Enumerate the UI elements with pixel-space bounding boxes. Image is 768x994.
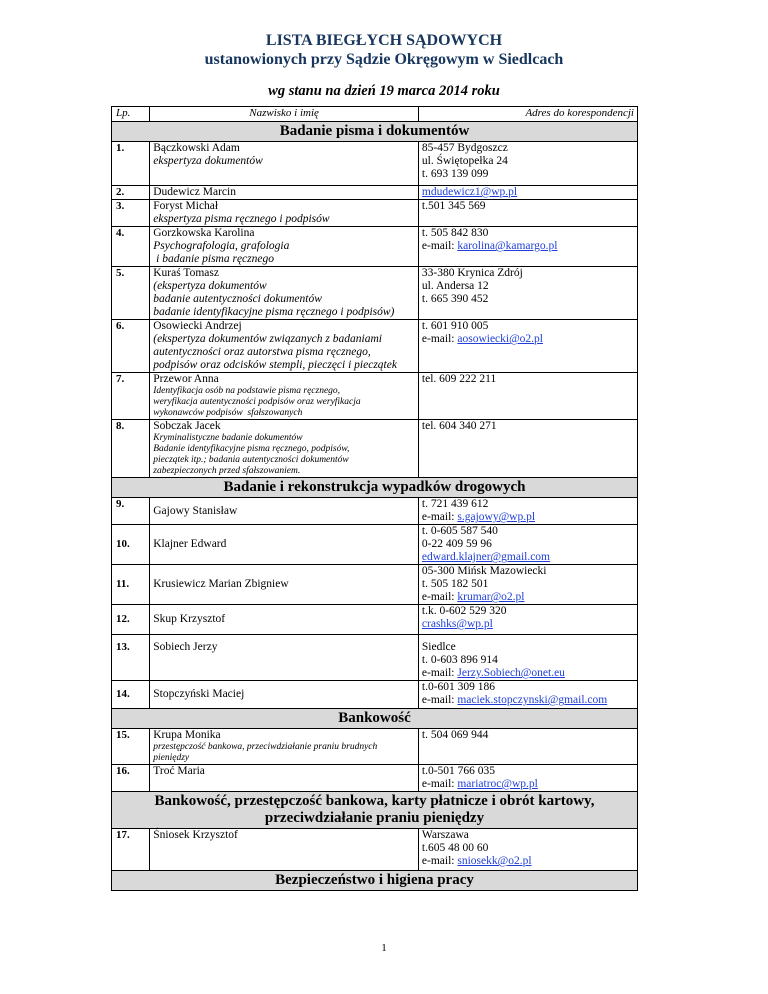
phone: tel. 604 340 271 — [421, 420, 497, 432]
expert-name: Krusiewicz Marian Zbigniew — [153, 578, 289, 590]
phone: t. 505 182 501 — [421, 578, 489, 590]
section-title: Bezpieczeństwo i higiena pracy — [112, 871, 638, 891]
expert-name: Troć Maria — [153, 765, 205, 777]
email-link[interactable]: s.gajowy@wp.pl — [457, 511, 536, 523]
expert-name: Sobczak Jacek — [153, 420, 221, 432]
table-row — [112, 227, 638, 267]
email-link[interactable]: krumar@o2.pl — [457, 591, 525, 603]
expert-specialty: badanie autentyczności dokumentów — [153, 293, 322, 305]
table-row — [112, 829, 638, 871]
expert-specialty: zabezpieczonych przed sfałszowaniem. — [153, 466, 301, 476]
expert-name: Sobiech Jerzy — [153, 641, 218, 653]
expert-specialty: Badanie identyfikacyjne pisma ręcznego, podpisów, — [153, 444, 350, 454]
section-title: przeciwdziałanie praniu pieniędzy — [264, 810, 485, 826]
date-line: wg stanu na dzień 19 marca 2014 roku — [268, 83, 500, 99]
expert-specialty: przestępczość bankowa, przeciwdziałanie praniu brudnych — [153, 742, 378, 752]
phone: t.605 48 00 60 — [421, 842, 489, 854]
email-link[interactable]: mariatroc@wp.pl — [457, 778, 538, 790]
expert-name: Stopczyński Maciej — [153, 688, 245, 700]
expert-name: Gajowy Stanisław — [153, 504, 238, 517]
expert-name: Osowiecki Andrzej — [153, 320, 242, 332]
email-label: e-mail: — [421, 778, 458, 790]
expert-specialty: (ekspertyza dokumentów związanych z badaniami — [153, 333, 382, 345]
phone: t. 504 069 944 — [421, 729, 489, 741]
expert-name: Bączkowski Adam — [153, 142, 240, 154]
email-link[interactable]: Jerzy.Sobiech@onet.eu — [457, 667, 565, 679]
expert-specialty: weryfikacja autentyczności podpisów oraz weryfikacja — [153, 397, 361, 407]
email-link[interactable]: crashks@wp.pl — [421, 618, 493, 630]
experts-table — [111, 106, 638, 891]
expert-specialty: Kryminalistyczne badanie dokumentów — [153, 433, 303, 443]
phone: t.0-501 766 035 — [421, 765, 496, 777]
row-number: 5. — [112, 267, 150, 320]
expert-specialty: badanie identyfikacyjne pisma ręcznego i podpisów) — [153, 306, 395, 318]
row-number: 10. — [112, 525, 150, 565]
section-header — [112, 709, 638, 729]
expert-name: Skup Krzysztof — [153, 613, 226, 625]
address-line: ul. Andersa 12 — [421, 280, 489, 292]
section-title: Bankowość — [112, 709, 638, 729]
table-row — [112, 681, 638, 709]
expert-specialty: ekspertyza pisma ręcznego i podpisów — [153, 213, 330, 225]
phone: 0-22 409 59 96 — [421, 538, 492, 550]
document-subtitle: ustanowionych przy Sądzie Okręgowym w Siedlcach — [204, 51, 564, 68]
table-row — [112, 525, 638, 565]
expert-specialty: Psychografologia, grafologia — [153, 240, 290, 252]
section-header — [112, 792, 638, 829]
phone: t. 0-605 587 540 — [421, 525, 498, 537]
row-number: 17. — [112, 829, 150, 871]
expert-specialty: (ekspertyza dokumentów — [153, 280, 267, 292]
row-number: 4. — [112, 227, 150, 267]
table-row — [112, 635, 638, 681]
row-number: 8. — [112, 420, 150, 478]
table-row — [112, 186, 638, 200]
row-number: 11. — [112, 565, 150, 605]
phone: t. 721 439 612 — [421, 498, 489, 510]
section-title: Badanie pisma i dokumentów — [112, 122, 638, 142]
expert-name: Klajner Edward — [153, 538, 227, 550]
phone: t. 601 910 005 — [421, 320, 489, 332]
expert-specialty: podpisów oraz odcisków stempli, pieczęci i pieczątek — [153, 359, 397, 371]
expert-specialty: pieczątek itp.; badania autentyczności dokumentów — [153, 455, 349, 465]
row-number: 9. — [112, 498, 150, 525]
phone: tel. 609 222 211 — [421, 373, 497, 385]
table-row — [112, 373, 638, 420]
email-label: e-mail: — [421, 333, 458, 345]
email-link[interactable]: aosowiecki@o2.pl — [457, 333, 544, 345]
table-row — [112, 565, 638, 605]
table-row — [112, 765, 638, 792]
expert-specialty: pieniędzy — [153, 753, 190, 763]
table-row — [112, 605, 638, 635]
col-address-header: Adres do korespondencji — [418, 107, 637, 122]
phone: t. 693 139 099 — [421, 168, 489, 180]
phone: t. 505 842 830 — [421, 227, 489, 239]
table-row — [112, 498, 638, 525]
expert-name: Przewor Anna — [153, 373, 219, 385]
table-header-row — [112, 107, 638, 122]
row-number: 1. — [112, 142, 150, 186]
email-link[interactable]: karolina@kamargo.pl — [457, 240, 558, 252]
section-title: Bankowość, przestępczość bankowa, karty płatnicze i obrót kartowy, — [154, 793, 595, 809]
row-number: 12. — [112, 605, 150, 635]
expert-name: Gorzkowska Karolina — [153, 227, 255, 239]
expert-name: Śniosek Krzysztof — [153, 829, 238, 841]
email-label: e-mail: — [421, 511, 458, 523]
row-number: 15. — [112, 729, 150, 765]
expert-specialty: Identyfikacja osób na podstawie pisma ręcznego, — [153, 386, 341, 396]
phone: t.0-601 309 186 — [421, 681, 496, 693]
address-line: 33-380 Krynica Zdrój — [421, 267, 523, 279]
row-number: 7. — [112, 373, 150, 420]
email-label: e-mail: — [421, 240, 458, 252]
col-name-header: Nazwisko i imię — [150, 107, 419, 122]
expert-specialty: ekspertyza dokumentów — [153, 155, 263, 167]
row-number: 6. — [112, 320, 150, 373]
email-label: e-mail: — [421, 855, 458, 867]
row-number: 16. — [112, 765, 150, 792]
document-title: LISTA BIEGŁYCH SĄDOWYCH — [265, 32, 503, 49]
table-row — [112, 142, 638, 186]
table-row — [112, 267, 638, 320]
phone: t.501 345 569 — [421, 200, 486, 212]
phone: t.k. 0-602 529 320 — [421, 605, 507, 617]
row-number: 3. — [112, 200, 150, 227]
address-line: ul. Świętopełka 24 — [421, 155, 508, 167]
phone: t. 0-603 896 914 — [421, 654, 498, 666]
section-header — [112, 871, 638, 891]
email-link[interactable]: mdudewicz1@wp.pl — [421, 186, 518, 198]
expert-name: Dudewicz Marcin — [153, 186, 236, 198]
expert-name: Kuraś Tomasz — [153, 267, 219, 279]
expert-name: Krupa Monika — [153, 729, 221, 741]
email-label: e-mail: — [421, 667, 458, 679]
row-number: 2. — [112, 186, 150, 200]
email-link[interactable]: sniosekk@o2.pl — [457, 855, 532, 867]
address-line: 05-300 Mińsk Mazowiecki — [421, 565, 547, 577]
row-number: 14. — [112, 681, 150, 709]
address-line: 85-457 Bydgoszcz — [421, 142, 508, 154]
email-link[interactable]: maciek.stopczynski@gmail.com — [457, 694, 608, 706]
table-row — [112, 320, 638, 373]
address-line: Warszawa — [421, 829, 469, 841]
expert-specialty: autentyczności oraz autorstwa pisma ręcznego, — [153, 346, 371, 358]
section-header — [112, 478, 638, 498]
table-row — [112, 729, 638, 765]
email-label: e-mail: — [421, 694, 458, 706]
table-row — [112, 200, 638, 227]
row-number: 13. — [112, 635, 150, 681]
table-row — [112, 420, 638, 478]
email-label: e-mail: — [421, 591, 458, 603]
expert-specialty: i badanie pisma ręcznego — [153, 253, 274, 265]
section-header — [112, 122, 638, 142]
section-title: Badanie i rekonstrukcja wypadków drogowych — [112, 478, 638, 498]
col-lp-header: Lp. — [112, 107, 150, 122]
expert-specialty: wykonawców podpisów sfałszowanych — [153, 408, 303, 418]
page-number: 1 — [381, 942, 387, 954]
expert-name: Foryst Michał — [153, 200, 219, 212]
address-line: Siedlce — [421, 641, 456, 653]
phone: t. 665 390 452 — [421, 293, 489, 305]
email-link[interactable]: edward.klajner@gmail.com — [421, 551, 551, 563]
